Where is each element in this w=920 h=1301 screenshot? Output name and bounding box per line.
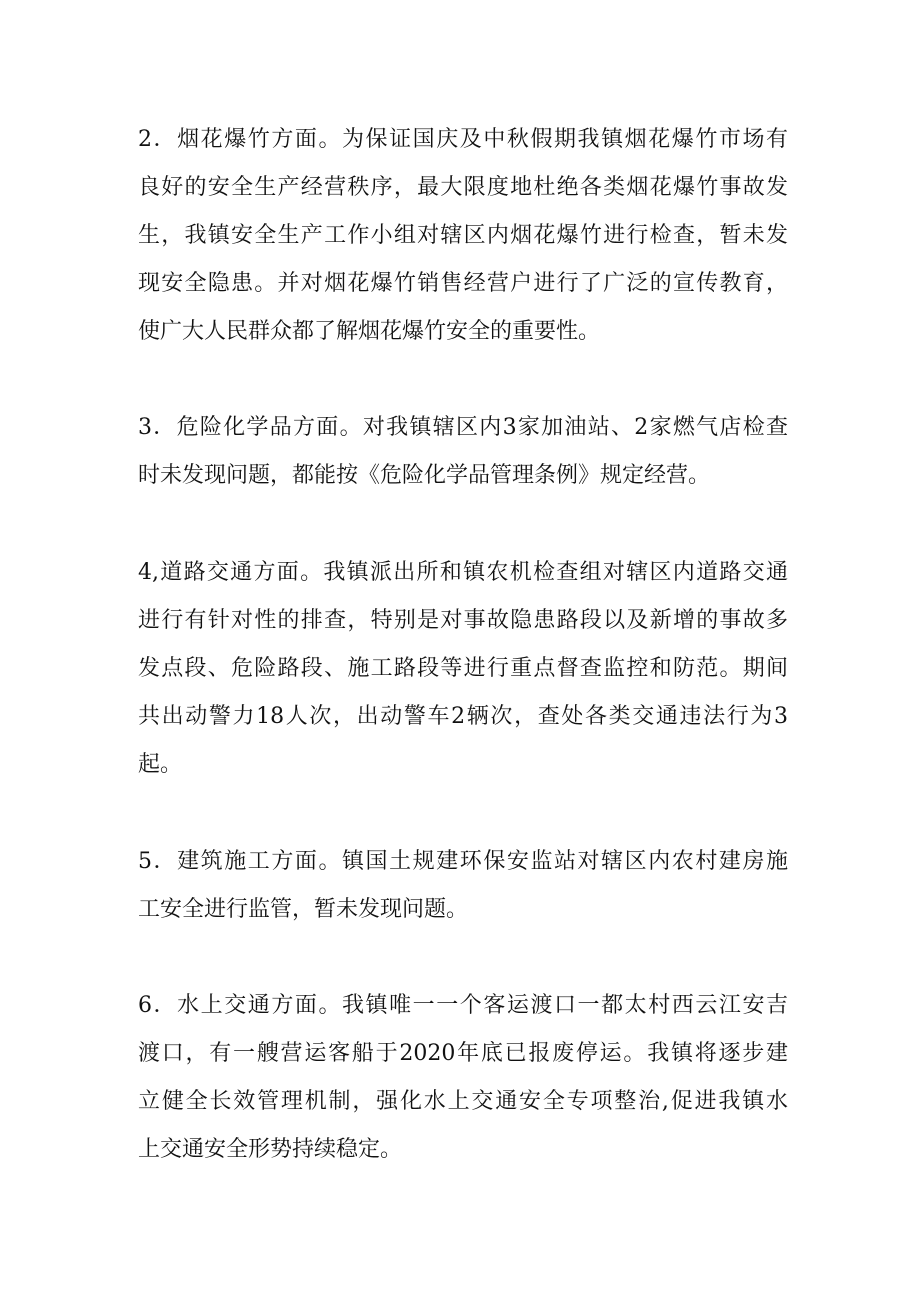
text-line: 使广大人民群众都了解烟花爆竹安全的重要性。 — [138, 319, 601, 344]
text-line: 5．建筑施工方面。镇国土规建环保安监站对辖区内农村建房施 — [138, 849, 788, 874]
paragraph-fireworks — [138, 116, 788, 356]
paragraph-water-traffic — [138, 982, 788, 1174]
text-line: 发点段、危险路段、施工路段等进行重点督查监控和防范。期间 — [138, 656, 788, 681]
text-line: 工安全进行监管，暂未发现问题。 — [138, 897, 469, 922]
paragraph-construction — [138, 838, 788, 934]
text-line: 6．水上交通方面。我镇唯一一个客运渡口一都太村西云江安吉 — [138, 993, 788, 1018]
text-line: 生，我镇安全生产工作小组对辖区内烟花爆竹进行检查，暂未发 — [138, 223, 788, 248]
text-line: 3．危险化学品方面。对我镇辖区内3家加油站、2家燃气店检查 — [138, 415, 788, 440]
text-line: 4,道路交通方面。我镇派出所和镇农机检查组对辖区内道路交通 — [138, 560, 788, 585]
text-line: 起。 — [138, 752, 183, 777]
text-line: 2．烟花爆竹方面。为保证国庆及中秋假期我镇烟花爆竹市场有 — [138, 127, 788, 152]
text-line: 现安全隐患。并对烟花爆竹销售经营户进行了广泛的宣传教育， — [138, 271, 788, 296]
text-line: 上交通安全形势持续稳定。 — [138, 1137, 403, 1162]
text-line: 良好的安全生产经营秩序，最大限度地杜绝各类烟花爆竹事故发 — [138, 175, 788, 200]
text-line: 立健全长效管理机制，强化水上交通安全专项整治,促进我镇水 — [138, 1089, 788, 1114]
text-line: 时未发现问题，都能按《危险化学品管理条例》规定经营。 — [138, 463, 711, 488]
text-line: 进行有针对性的排查，特别是对事故隐患路段以及新增的事故多 — [138, 608, 788, 633]
paragraph-road-traffic — [138, 549, 788, 789]
text-line: 渡口，有一艘营运客船于2020年底已报废停运。我镇将逐步建 — [138, 1041, 788, 1066]
text-line: 共出动警力18人次，出动警车2辆次，查处各类交通违法行为3 — [138, 704, 788, 729]
paragraph-hazardous-chemicals — [138, 404, 788, 500]
